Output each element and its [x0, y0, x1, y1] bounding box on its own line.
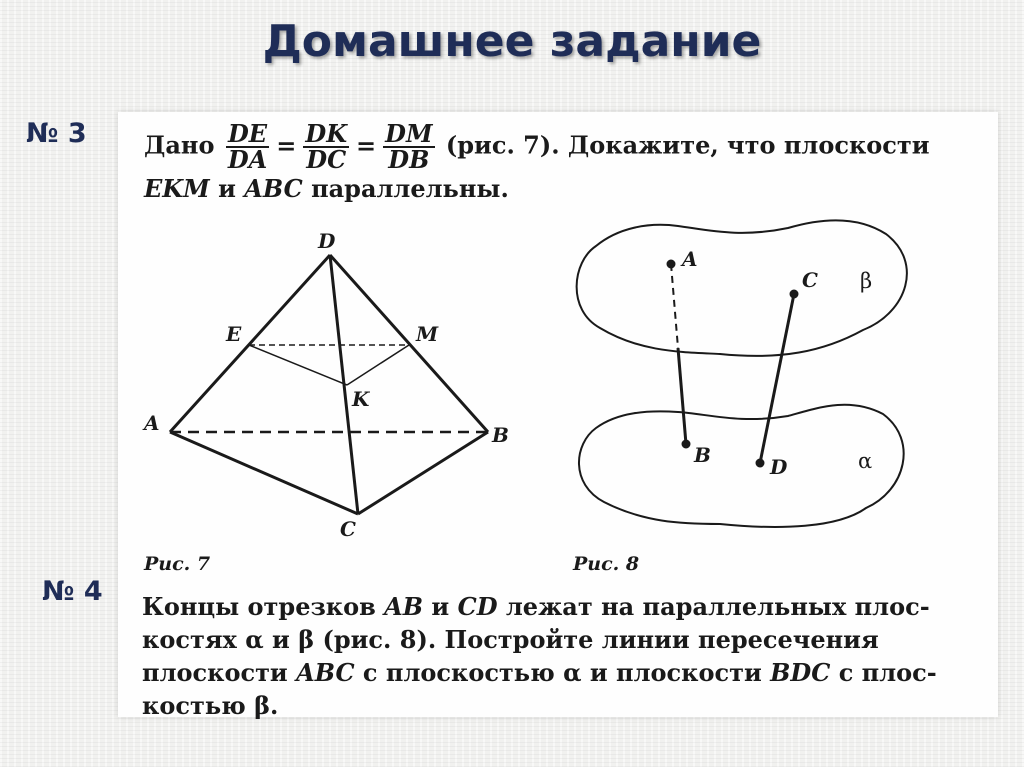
- equals-sign: =: [356, 130, 377, 160]
- label-e: E: [226, 322, 242, 346]
- problem-4-text-run: и: [423, 592, 458, 621]
- segment-ek: [249, 345, 347, 385]
- problem-4-text-run: Концы отрезков: [142, 592, 385, 621]
- plane-alpha: [579, 405, 904, 527]
- problem-4-text-run: и: [263, 625, 299, 654]
- label-d8: D: [770, 455, 788, 479]
- label-k: K: [352, 387, 370, 411]
- textbook-scan: [118, 112, 998, 720]
- figure-8-planes: [577, 220, 907, 527]
- edge-da: [170, 255, 330, 432]
- segment-ab-hidden: [671, 264, 678, 348]
- plane-abc: ABC: [244, 174, 303, 203]
- label-c: C: [340, 517, 356, 541]
- label-m: M: [416, 322, 439, 346]
- label-b8: B: [694, 443, 711, 467]
- segment-ab: [678, 348, 686, 444]
- problem-4-line: [142, 623, 982, 656]
- slide-title: Домашнее задание: [262, 16, 762, 67]
- problem-4-text-run: лежат на параллельных плос-: [497, 592, 930, 621]
- math-variable: AB: [384, 592, 424, 621]
- math-variable: CD: [457, 592, 498, 621]
- problem-4-text-run: и плоскости: [581, 658, 771, 687]
- segment-km: [347, 345, 409, 385]
- plane-ekm: EKM: [144, 174, 210, 203]
- point-a: [667, 260, 675, 268]
- figure-8-caption: Рис. 8: [573, 553, 640, 575]
- math-variable: BDC: [770, 658, 831, 687]
- problem-4-line: [142, 590, 982, 623]
- segment-cd: [760, 294, 794, 463]
- figure-7-pyramid: [170, 255, 488, 514]
- problem-4-text-run: .: [270, 691, 279, 720]
- problem-4-text-run: костью: [142, 691, 255, 720]
- problem-3-statement: (рис. 7). Докажите, что плоскости: [445, 130, 930, 160]
- problem-4-text-run: (рис. 8). Постройте линии пересечения: [314, 625, 879, 654]
- math-variable: ABC: [296, 658, 355, 687]
- label-c8: C: [802, 268, 818, 292]
- greek-symbol: α: [245, 625, 264, 654]
- figure-7-caption: Рис. 7: [144, 553, 211, 575]
- fraction-de-da: $\frac{DE}{DA}$: [227, 119, 268, 174]
- fraction-dm-db: $\frac{DM}{DB}$: [385, 119, 433, 174]
- greek-symbol: α: [563, 658, 582, 687]
- equals-sign: =: [276, 130, 297, 160]
- problem-3-ending: параллельны.: [311, 174, 509, 203]
- point-c: [790, 290, 798, 298]
- plane-beta: [577, 220, 907, 355]
- edge-cb: [358, 432, 488, 514]
- label-a8: A: [682, 247, 698, 271]
- task-number-3: № 3: [26, 118, 87, 149]
- problem-4-text-run: с плоскостью: [354, 658, 564, 687]
- label-b: B: [492, 423, 509, 447]
- edge-ac: [170, 432, 358, 514]
- label-d: D: [318, 229, 336, 253]
- figure-8-segments: [667, 260, 798, 467]
- label-alpha: α: [858, 449, 873, 473]
- problem-4-text-run: с плос-: [830, 658, 937, 687]
- problem-4-line: [142, 656, 982, 689]
- greek-symbol: β: [298, 625, 315, 654]
- problem-4-text: [142, 590, 982, 722]
- fraction-dk-dc: $\frac{DK}{DC}$: [305, 119, 348, 174]
- given-word: Дано: [144, 130, 215, 160]
- point-b: [682, 440, 690, 448]
- problem-4-line: [142, 689, 982, 722]
- label-a: A: [144, 411, 160, 435]
- point-d: [756, 459, 764, 467]
- problem-4-text-run: плоскости: [142, 658, 297, 687]
- label-beta: β: [860, 269, 873, 293]
- conjunction: и: [218, 174, 236, 203]
- task-number-4: № 4: [42, 576, 103, 607]
- problem-4-text-run: костях: [142, 625, 246, 654]
- greek-symbol: β: [254, 691, 271, 720]
